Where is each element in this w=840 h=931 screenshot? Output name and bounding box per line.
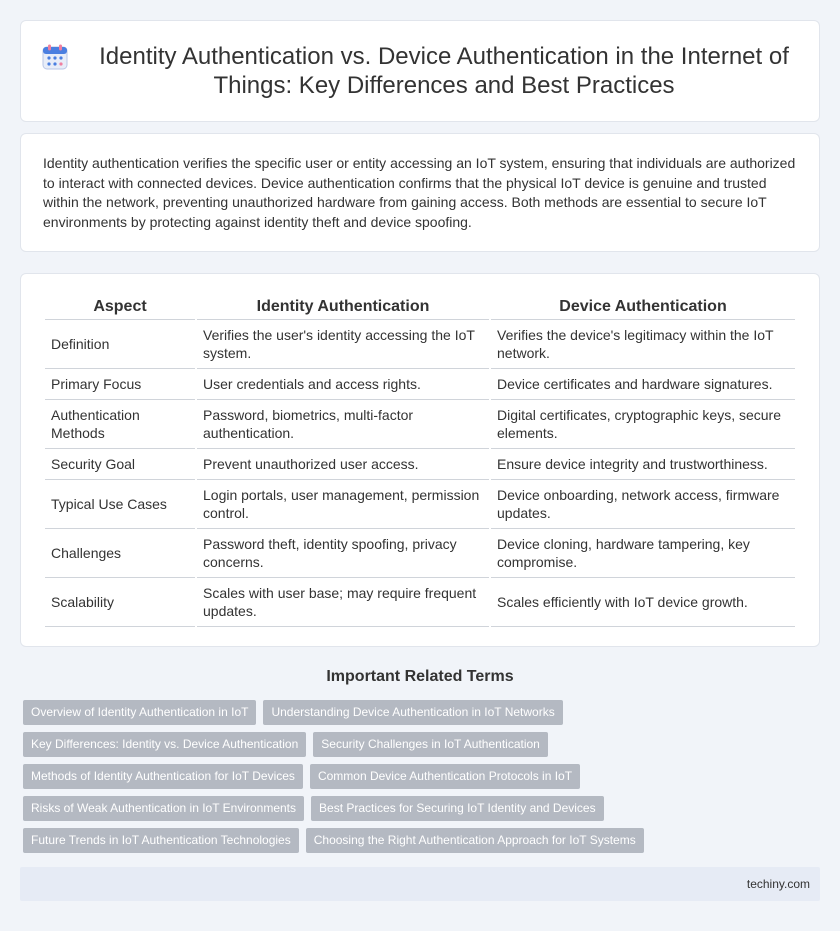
related-term-tag[interactable]: Understanding Device Authentication in IoT Networks xyxy=(263,700,562,725)
cell-aspect: Authentication Methods xyxy=(45,400,195,449)
cell-aspect: Definition xyxy=(45,320,195,369)
table-row xyxy=(45,480,795,529)
intro-text: Identity authentication verifies the specific user or entity accessing an IoT system, ensuring that individuals are authorized to interact with connected devices. Device authentication confirms that the physical IoT device is genuine and trusted within the network, preventing unauthorized hardware from gaining access. Both methods are essential to secure IoT environments by protecting against identity theft and device spoofing. xyxy=(43,155,796,230)
comparison-table-card xyxy=(20,273,820,647)
table-row xyxy=(45,369,795,400)
related-term-tag[interactable]: Methods of Identity Authentication for IoT Devices xyxy=(23,764,303,789)
related-term-tag[interactable]: Future Trends in IoT Authentication Technologies xyxy=(23,828,299,853)
cell-aspect: Security Goal xyxy=(45,449,195,480)
header-identity: Identity Authentication xyxy=(197,294,489,320)
cell-aspect: Challenges xyxy=(45,529,195,578)
comparison-table xyxy=(43,294,797,627)
related-term-tag[interactable]: Common Device Authentication Protocols in IoT xyxy=(310,764,580,789)
related-term-tag[interactable]: Key Differences: Identity vs. Device Authentication xyxy=(23,732,306,757)
cell-identity: Scales with user base; may require frequent updates. xyxy=(197,578,489,627)
cell-identity: Password, biometrics, multi-factor authentication. xyxy=(197,400,489,449)
title-card xyxy=(20,20,820,122)
cell-identity: Password theft, identity spoofing, privacy concerns. xyxy=(197,529,489,578)
cell-aspect: Primary Focus xyxy=(45,369,195,400)
cell-device: Device certificates and hardware signatures. xyxy=(491,369,795,400)
table-row xyxy=(45,320,795,369)
intro-card xyxy=(20,133,820,252)
cell-device: Device onboarding, network access, firmware updates. xyxy=(491,480,795,529)
cell-device: Device cloning, hardware tampering, key compromise. xyxy=(491,529,795,578)
footer xyxy=(20,867,820,901)
cell-aspect: Typical Use Cases xyxy=(45,480,195,529)
header-aspect: Aspect xyxy=(45,294,195,320)
related-term-tag[interactable]: Security Challenges in IoT Authentication xyxy=(313,732,548,757)
page-title: Identity Authentication vs. Device Authentication in the Internet of Things: Key Differences and Best Practices xyxy=(99,43,789,99)
cell-device: Digital certificates, cryptographic keys, secure elements. xyxy=(491,400,795,449)
table-row xyxy=(45,400,795,449)
table-row xyxy=(45,578,795,627)
table-row xyxy=(45,529,795,578)
cell-identity: Prevent unauthorized user access. xyxy=(197,449,489,480)
related-term-tag[interactable]: Choosing the Right Authentication Approach for IoT Systems xyxy=(306,828,644,853)
calendar-icon xyxy=(41,43,69,71)
cell-aspect: Scalability xyxy=(45,578,195,627)
cell-identity: Verifies the user's identity accessing the IoT system. xyxy=(197,320,489,369)
header-device: Device Authentication xyxy=(491,294,795,320)
table-row xyxy=(45,449,795,480)
footer-site[interactable]: techiny.com xyxy=(746,877,810,891)
related-terms-list xyxy=(23,700,803,860)
table-header-row xyxy=(45,294,795,320)
related-term-tag[interactable]: Best Practices for Securing IoT Identity and Devices xyxy=(311,796,604,821)
cell-device: Ensure device integrity and trustworthiness. xyxy=(491,449,795,480)
related-term-tag[interactable]: Risks of Weak Authentication in IoT Environments xyxy=(23,796,304,821)
cell-identity: Login portals, user management, permission control. xyxy=(197,480,489,529)
related-term-tag[interactable]: Overview of Identity Authentication in IoT xyxy=(23,700,256,725)
cell-identity: User credentials and access rights. xyxy=(197,369,489,400)
cell-device: Verifies the device's legitimacy within the IoT network. xyxy=(491,320,795,369)
title-wrap xyxy=(21,21,819,121)
related-terms-title: Important Related Terms xyxy=(326,668,514,685)
cell-device: Scales efficiently with IoT device growth. xyxy=(491,578,795,627)
